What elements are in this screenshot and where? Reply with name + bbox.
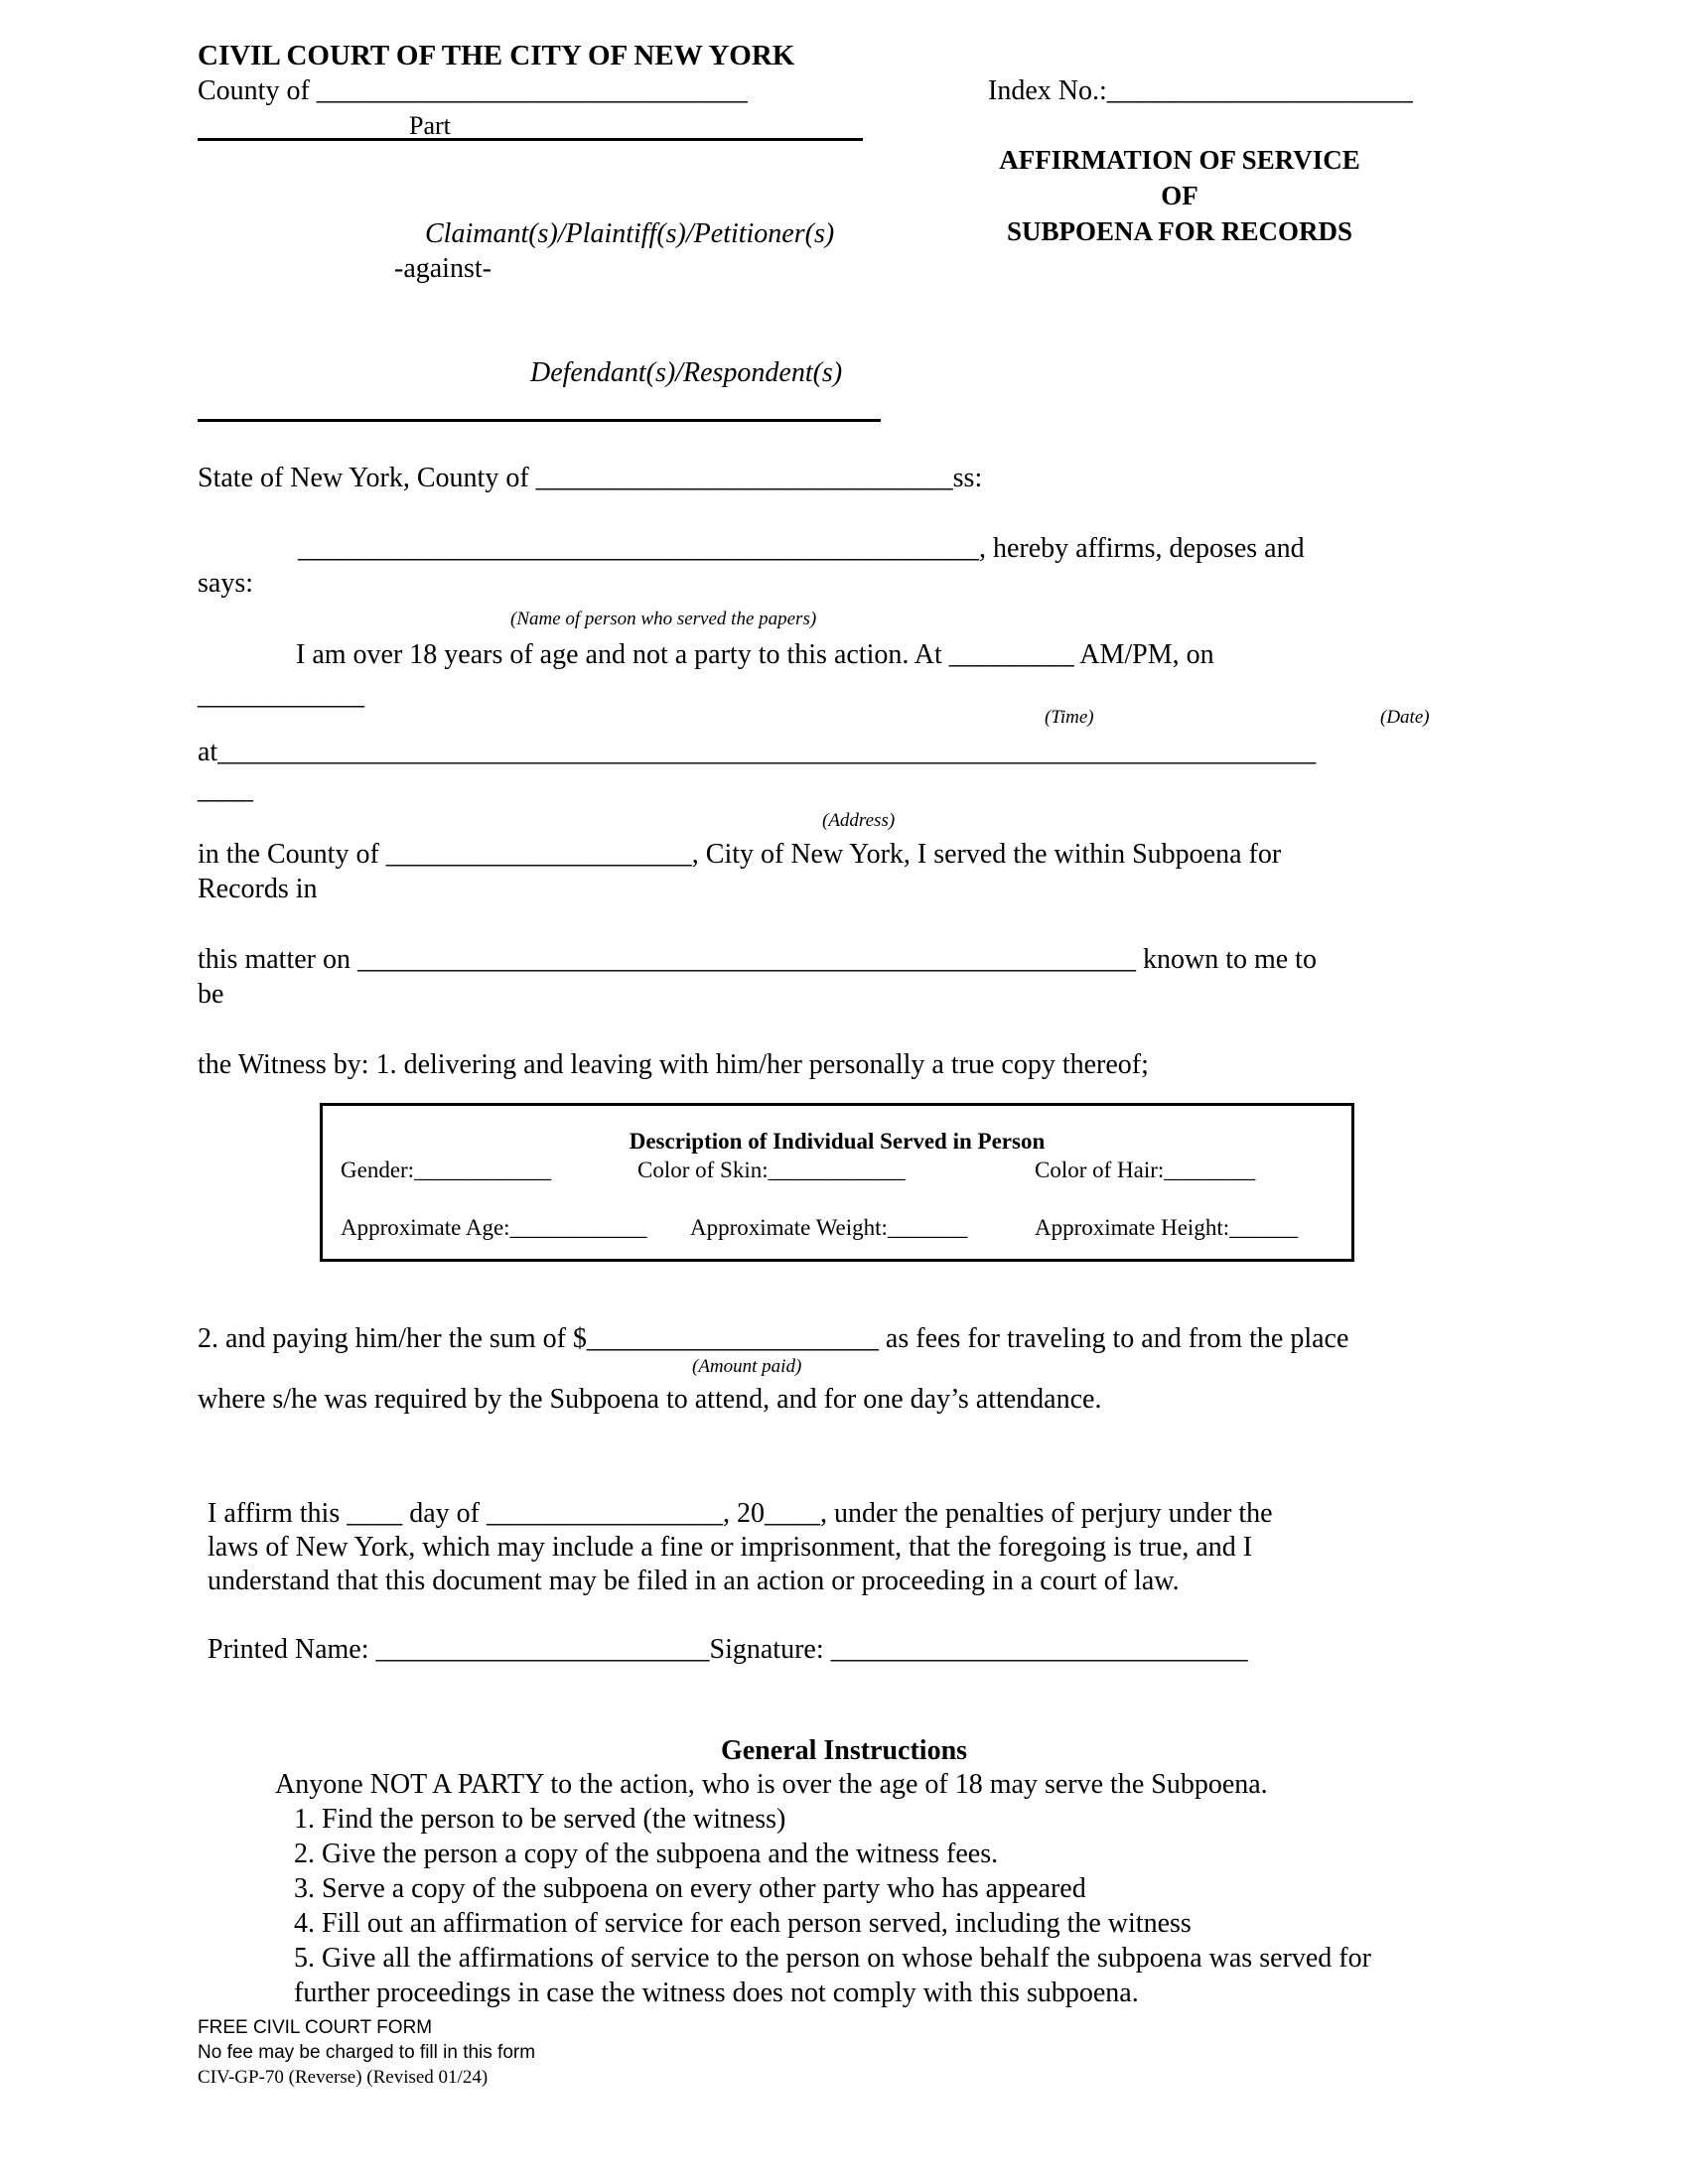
footer-form-id: CIV-GP-70 (Reverse) (Revised 01/24) bbox=[198, 2067, 489, 2088]
instruction-item-continuation: further proceedings in case the witness does not comply with this subpoena. bbox=[294, 1978, 1139, 2008]
weight-field[interactable]: Approximate Weight:_______ bbox=[690, 1215, 968, 1240]
instruction-item: 2. Give the person a copy of the subpoena and the witness fees. bbox=[294, 1839, 999, 1869]
part-line bbox=[198, 138, 863, 141]
footer-free-form: FREE CIVIL COURT FORM bbox=[198, 2017, 433, 2038]
skin-color-field[interactable]: Color of Skin:____________ bbox=[637, 1158, 906, 1182]
served-county-field[interactable]: in the County of ______________________, City of New York, I served the within Subpoena for bbox=[198, 839, 1282, 870]
witness-name-field[interactable]: this matter on ________________________________________________________ known to me to bbox=[198, 944, 1317, 975]
defendant-label: Defendant(s)/Respondent(s) bbox=[530, 357, 843, 388]
be-label: be bbox=[198, 979, 224, 1010]
footer-no-fee: No fee may be charged to fill in this form bbox=[198, 2042, 536, 2063]
amount-paid-field[interactable]: 2. and paying him/her the sum of $_____________________ as fees for traveling to and from the place bbox=[198, 1323, 1349, 1354]
instructions-list bbox=[294, 1802, 1371, 2010]
says-label: says: bbox=[198, 568, 253, 599]
affirm-line-3: understand that this document may be filed in an action or proceeding in a court of law. bbox=[208, 1566, 1180, 1596]
age-time-field[interactable]: I am over 18 years of age and not a party to this action. At _________ AM/PM, on bbox=[296, 639, 1214, 670]
server-name-field[interactable]: _________________________________________________, hereby affirms, deposes and bbox=[298, 533, 1305, 564]
description-box bbox=[320, 1103, 1354, 1262]
name-caption: (Name of person who served the papers) bbox=[510, 609, 817, 629]
court-title: CIVIL COURT OF THE CITY OF NEW YORK bbox=[198, 40, 795, 71]
date-caption: (Date) bbox=[1380, 707, 1430, 728]
index-no-field[interactable]: Index No.:______________________ bbox=[988, 75, 1413, 106]
gender-field[interactable]: Gender:____________ bbox=[341, 1158, 552, 1182]
instruction-item: 3. Serve a copy of the subpoena on every other party who has appeared bbox=[294, 1873, 1086, 1904]
description-title: Description of Individual Served in Person bbox=[629, 1129, 1046, 1154]
printed-name-signature-field[interactable]: Printed Name: ________________________Signature: ______________________________ bbox=[208, 1634, 1248, 1665]
part-label: Part bbox=[409, 111, 451, 140]
time-caption: (Time) bbox=[1045, 707, 1094, 728]
caption-bottom-line bbox=[198, 419, 881, 422]
against-label: -against- bbox=[394, 253, 492, 284]
height-field[interactable]: Approximate Height:______ bbox=[1035, 1215, 1299, 1240]
state-county-field[interactable]: State of New York, County of ______________________________ss: bbox=[198, 463, 983, 493]
affirm-line-2: laws of New York, which may include a fine or imprisonment, that the foregoing is true, and I bbox=[208, 1532, 1253, 1563]
address-caption: (Address) bbox=[822, 810, 896, 831]
address-field[interactable]: at_______________________________________________________________________________ bbox=[198, 737, 1317, 767]
title-line-3: SUBPOENA FOR RECORDS bbox=[1006, 216, 1353, 246]
address-field-cont[interactable]: ____ bbox=[198, 774, 253, 805]
affirm-date-field[interactable]: I affirm this ____ day of _________________, 20____, under the penalties of perjury under the bbox=[208, 1498, 1273, 1529]
instructions-title: General Instructions bbox=[720, 1735, 968, 1766]
instruction-item: 4. Fill out an affirmation of service for each person served, including the witness bbox=[294, 1908, 1192, 1939]
age-field[interactable]: Approximate Age:____________ bbox=[341, 1215, 647, 1240]
witness-delivery-text: the Witness by: 1. delivering and leaving with him/her personally a true copy thereof; bbox=[198, 1049, 1149, 1080]
claimant-label: Claimant(s)/Plaintiff(s)/Petitioner(s) bbox=[425, 218, 835, 249]
title-line-1: AFFIRMATION OF SERVICE bbox=[999, 145, 1360, 175]
amount-caption: (Amount paid) bbox=[692, 1356, 802, 1377]
title-line-2: OF bbox=[1161, 181, 1198, 210]
records-in-label: Records in bbox=[198, 874, 318, 904]
hair-color-field[interactable]: Color of Hair:________ bbox=[1035, 1158, 1256, 1182]
instruction-item: 5. Give all the affirmations of service to the person on whose behalf the subpoena was served for bbox=[294, 1943, 1371, 1974]
payment-line-2: where s/he was required by the Subpoena to attend, and for one day’s attendance. bbox=[198, 1384, 1102, 1415]
instruction-item: 1. Find the person to be served (the witness) bbox=[294, 1804, 786, 1835]
instructions-intro: Anyone NOT A PARTY to the action, who is over the age of 18 may serve the Subpoena. bbox=[275, 1769, 1268, 1800]
date-field[interactable]: ____________ bbox=[198, 680, 364, 711]
county-of-field[interactable]: County of _______________________________ bbox=[198, 75, 748, 106]
